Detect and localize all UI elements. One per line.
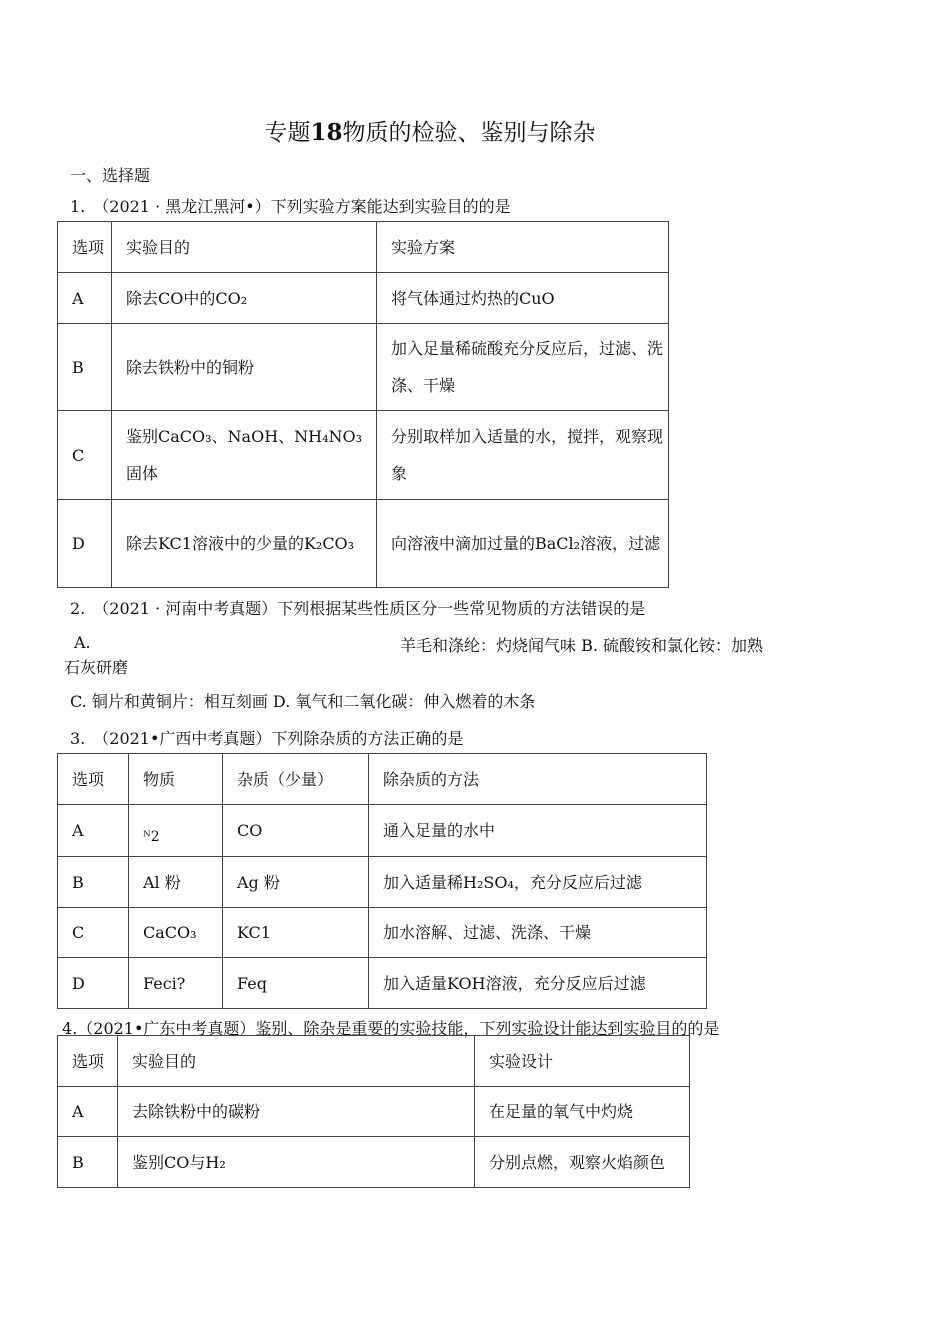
table-cell: 加入适量KOH溶液，充分反应后过滤 [369, 958, 707, 1009]
table-header-row [58, 222, 669, 273]
table-cell: 加水溶解、过滤、洗涤、干燥 [369, 908, 707, 958]
table-cell: 通入足量的水中 [369, 805, 707, 857]
table-row [58, 857, 707, 908]
table-cell: D [58, 500, 112, 588]
q2-option-a-label: A. [74, 633, 91, 652]
table-header-cell: 物质 [129, 754, 223, 805]
title-number: 18 [310, 119, 343, 146]
table-cell: Al 粉 [129, 857, 223, 908]
table-header-cell: 实验目的 [112, 222, 377, 273]
title-prefix: 专题 [264, 120, 311, 146]
q4-stem: 4.（2021•广东中考真题）鉴别、除杂是重要的实验技能，下列实验设计能达到实验目的的是 [62, 1019, 720, 1038]
table-cell: B [58, 324, 112, 411]
page-title [0, 114, 860, 147]
table-cell: Ag 粉 [223, 857, 369, 908]
table-cell: D [58, 958, 129, 1009]
n2-text: ᴺ2 [143, 829, 160, 845]
table-row [58, 324, 669, 411]
table-row [58, 908, 707, 958]
table-cell: B [58, 1137, 118, 1188]
table-cell: 除去KC1溶液中的少量的K₂CO₃ [112, 500, 377, 588]
section-heading: 一、选择题 [70, 166, 151, 185]
table-header-cell: 除杂质的方法 [369, 754, 707, 805]
q2-stem: 2. （2021 · 河南中考真题）下列根据某些性质区分一些常见物质的方法错误的是 [70, 599, 646, 618]
table-cell: C [58, 908, 129, 958]
table-cell: 加入足量稀硫酸充分反应后，过滤、洗涤、干燥 [377, 324, 669, 411]
table-cell: CO [223, 805, 369, 857]
table-cell: 除去铁粉中的铜粉 [112, 324, 377, 411]
q1-table [57, 221, 669, 588]
table-header-cell: 实验设计 [475, 1036, 690, 1087]
table-row [58, 1137, 690, 1188]
table-row [58, 411, 669, 500]
table-cell: 向溶液中滴加过量的BaCl₂溶液，过滤 [377, 500, 669, 588]
q2-options-cd: C. 铜片和黄铜片：相互刻画 D. 氧气和二氧化碳：伸入燃着的木条 [70, 692, 536, 711]
table-row [58, 1087, 690, 1137]
q2-option-a-text: 羊毛和涤纶：灼烧闻气味 B. 硫酸铵和氯化铵：加熟 [400, 636, 764, 655]
table-row [58, 273, 669, 324]
table-header-cell: 选项 [58, 1036, 118, 1087]
table-header-cell: 实验目的 [118, 1036, 475, 1087]
title-rest: 物质的检验、鉴别与除杂 [342, 120, 596, 146]
table-cell: A [58, 1087, 118, 1137]
table-cell: 去除铁粉中的碳粉 [118, 1087, 475, 1137]
table-cell: 除去CO中的CO₂ [112, 273, 377, 324]
q2-option-a-continued: 石灰研磨 [64, 658, 129, 677]
table-cell: A [58, 805, 129, 857]
table-cell: 鉴别CO与H₂ [118, 1137, 475, 1188]
table-header-row [58, 1036, 690, 1087]
table-header-cell: 杂质（少量） [223, 754, 369, 805]
table-cell [129, 805, 223, 857]
table-cell: CaCO₃ [129, 908, 223, 958]
table-cell: Feq [223, 958, 369, 1009]
table-cell: C [58, 411, 112, 500]
table-cell: Feci? [129, 958, 223, 1009]
table-header-cell: 选项 [58, 222, 112, 273]
table-row [58, 958, 707, 1009]
table-cell: 在足量的氧气中灼烧 [475, 1087, 690, 1137]
table-header-row [58, 754, 707, 805]
table-cell: 鉴别CaCO₃、NaOH、NH₄NO₃固体 [112, 411, 377, 500]
q3-table [57, 753, 707, 1009]
table-cell: B [58, 857, 129, 908]
table-cell: 加入适量稀H₂SO₄，充分反应后过滤 [369, 857, 707, 908]
table-header-cell: 实验方案 [377, 222, 669, 273]
table-cell: 将气体通过灼热的CuO [377, 273, 669, 324]
table-row [58, 805, 707, 857]
table-cell: KC1 [223, 908, 369, 958]
q4-table [57, 1035, 690, 1188]
table-header-cell: 选项 [58, 754, 129, 805]
q3-stem: 3. （2021•广西中考真题）下列除杂质的方法正确的是 [70, 729, 464, 748]
q1-stem: 1. （2021 · 黑龙江黑河•）下列实验方案能达到实验目的的是 [70, 197, 511, 216]
table-cell: 分别点燃，观察火焰颜色 [475, 1137, 690, 1188]
table-row [58, 500, 669, 588]
table-cell: A [58, 273, 112, 324]
table-cell: 分别取样加入适量的水，搅拌，观察现象 [377, 411, 669, 500]
